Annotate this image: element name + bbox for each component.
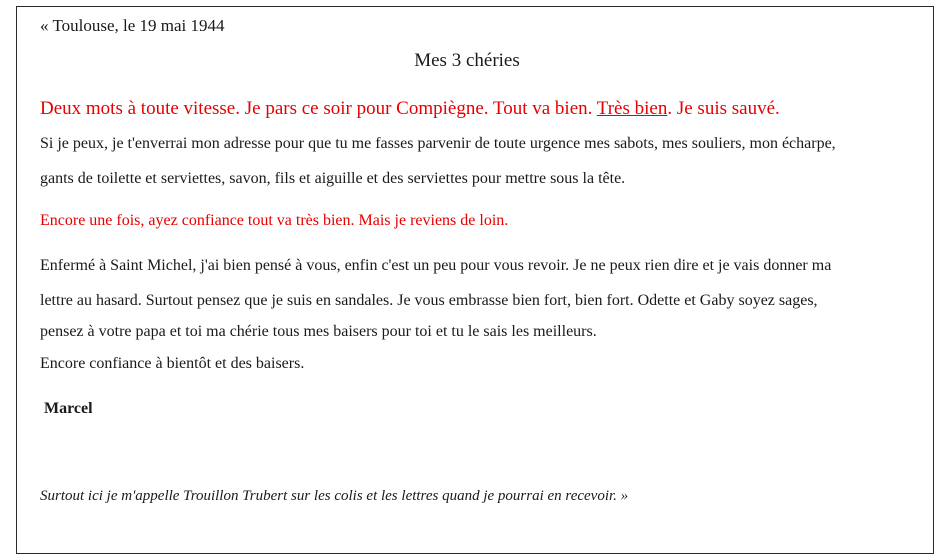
paragraph-2-line-1: Enfermé à Saint Michel, j'ai bien pensé à vous, enfin c'est un peu pour vous revoir. Je ne peux rien dire et je vais donner ma [40,257,832,274]
postscript: Surtout ici je m'appelle Trouillon Trubert sur les colis et les lettres quand je pourrai en recevoir. » [40,488,629,504]
reassurance-line: Encore une fois, ayez confiance tout va très bien. Mais je reviens de loin. [40,212,509,229]
paragraph-2-line-4: Encore confiance à bientôt et des baisers. [40,355,305,372]
paragraph-2-line-3: pensez à votre papa et toi ma chérie tous mes baisers pour toi et tu le sais les meilleurs. [40,323,597,340]
dateline: « Toulouse, le 19 mai 1944 [40,16,225,35]
paragraph-2-line-2: lettre au hasard. Surtout pensez que je suis en sandales. Je vous embrasse bien fort, bien fort. Odette et Gaby soyez sages, [40,292,818,309]
paragraph-1-line-1: Si je peux, je t'enverrai mon adresse pour que tu me fasses parvenir de toute urgence mes sabots, mes souliers, mon écharpe, [40,135,836,152]
urgent-message [40,98,780,120]
letter-frame [16,6,934,554]
urgent-underlined: Très bien [596,98,668,119]
salutation: Mes 3 chéries [414,50,520,71]
urgent-part-2: . Je suis sauvé. [667,98,780,119]
paragraph-1-line-2: gants de toilette et serviettes, savon, fils et aiguille et des serviettes pour mettre sous la tête. [40,170,626,187]
urgent-part-1: Deux mots à toute vitesse. Je pars ce soir pour Compiègne. Tout va bien. [40,98,597,119]
signature: Marcel [44,400,93,417]
